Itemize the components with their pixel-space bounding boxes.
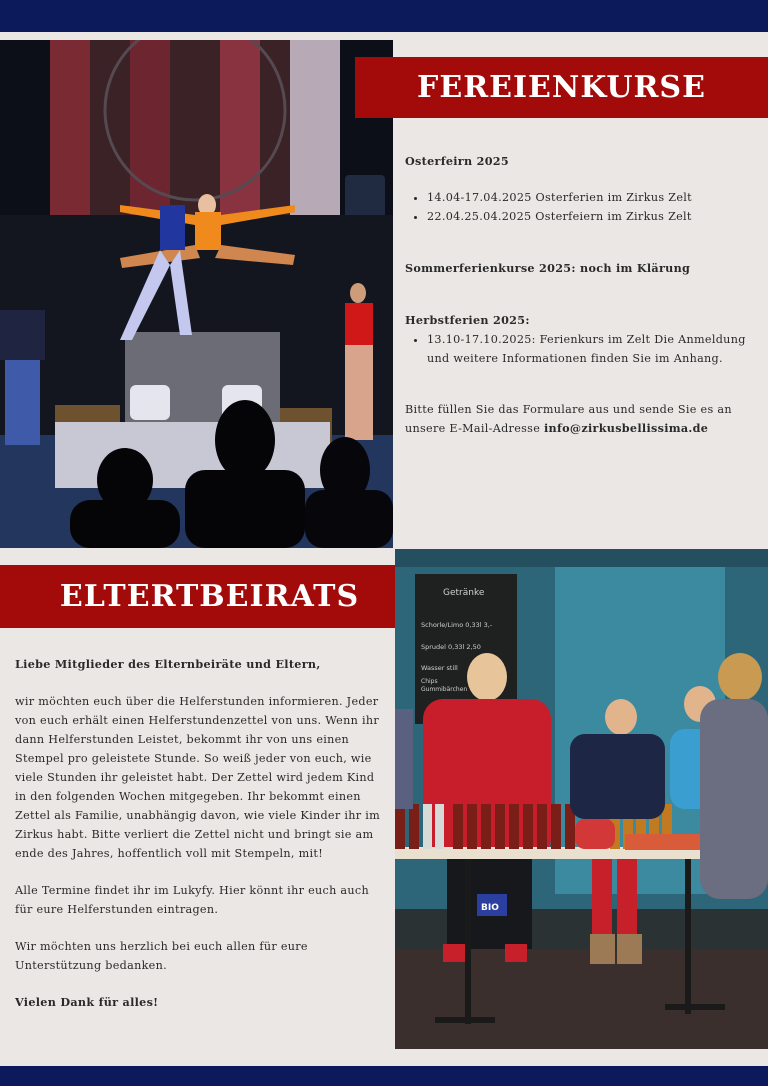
ostern-item: • 14.04-17.04.2025 Osterferien im Zirkus Zelt (427, 188, 760, 207)
closing-line: Vielen Dank für alles! (15, 995, 159, 1009)
bottom-bar (0, 1066, 768, 1086)
board-title: Getränke (443, 588, 485, 598)
form-instructions (405, 400, 760, 438)
board-line: Schorle/Limo 0,33l 3,- (421, 621, 493, 629)
thanks-paragraph: Wir möchten uns herzlich bei euch allen für eure Unterstützung bedanken. (15, 940, 308, 972)
greeting: Liebe Mitglieder des Elternbeiräte und Eltern, (15, 657, 321, 671)
circus-performance-photo (0, 40, 393, 548)
ferienkurse-section (405, 152, 760, 438)
ostern-item: • 22.04.25.04.2025 Osterfeiern im Zirkus Zelt (427, 207, 760, 226)
herbst-item: • 13.10-17.10.2025: Ferienkurs im Zelt Die Anmeldung und weitere Informationen finden Sie im Anhang. (427, 330, 760, 368)
herbst-list (405, 330, 760, 368)
board-line: Wasser still (421, 664, 458, 672)
fereienkurse-banner: FEREIENKURSE (355, 57, 768, 118)
email-address: info@zirkusbellissima.de (543, 421, 709, 435)
board-line: Chips (421, 678, 438, 685)
crate-label: BIO (481, 903, 499, 913)
helferstunden-paragraph: wir möchten euch über die Helferstunden informieren. Jeder von euch erhält einen Helferstundenzettel von uns. Wenn ihr dann Helferstunden Leistet, bekommt ihr von uns einen Stempel pro geleistete Stunde. So weiß jeder von euch, wie viele Stunden ihr geleistet habt. Der Zettel wird jedem Kind in den folgenden Wochen mitgegeben. Ihr bekommt einen Zettel als Familie, unabhängig davon, wie viele Kinder ihr im Zirkus habt. Bitte verliert die Zettel nicht und bringt sie am ende des Jahres, hoffentlich voll mit Stempeln, mit! (15, 695, 381, 860)
board-line: Sprudel 0,33l 2,50 (421, 643, 481, 651)
ostern-list (405, 188, 760, 226)
top-bar (0, 0, 768, 32)
ostern-heading: Osterfeirn 2025 (405, 154, 509, 168)
herbst-heading: Herbstferien 2025: (405, 313, 530, 327)
drinks-stall-photo (395, 549, 768, 1049)
form-text: Bitte füllen Sie das Formulare aus und sende Sie es an unsere E-Mail-Adresse (405, 403, 732, 435)
termine-paragraph: Alle Termine findet ihr im Lukyfy. Hier könnt ihr euch auch für eure Helferstunden eintragen. (15, 884, 369, 916)
elternbeirat-section (15, 655, 387, 1012)
board-line: Gummibärchen (421, 686, 468, 693)
sommer-heading: Sommerferienkurse 2025: noch im Klärung (405, 261, 691, 275)
eltertbeirats-banner: ELTERTBEIRATS (0, 565, 419, 628)
